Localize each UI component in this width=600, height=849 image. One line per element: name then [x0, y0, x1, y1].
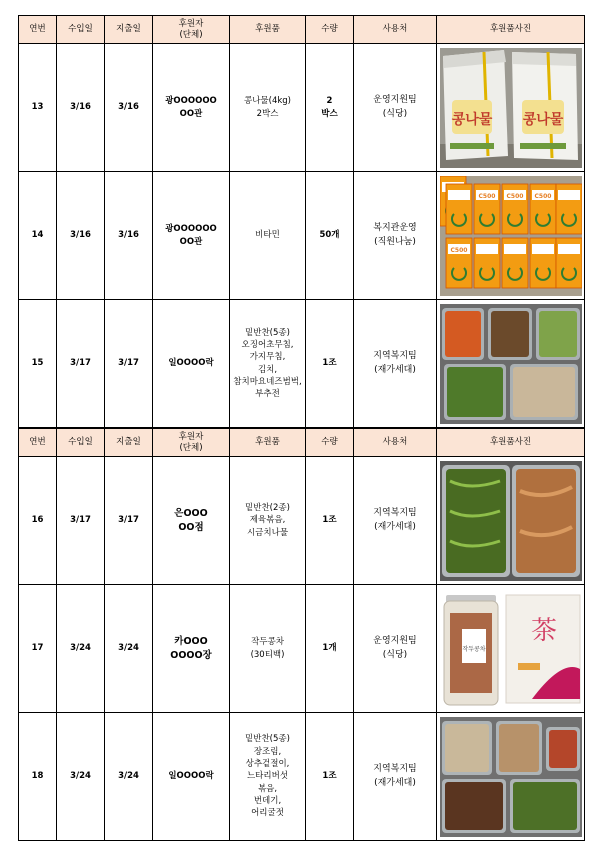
- cell-item: 밑반찬(5종) 오징어초무침, 가지무침, 김치, 참치마요네즈범벅, 부추전: [230, 300, 306, 428]
- cell-use: 운영지원팀 (식당): [354, 585, 437, 713]
- svg-text:콩나물: 콩나물: [522, 111, 563, 128]
- photo-side-dishes-5: [437, 304, 584, 424]
- cell-qty: 1조: [306, 300, 354, 428]
- cell-qty: 2 박스: [306, 44, 354, 172]
- header-row: [19, 429, 585, 457]
- header-received: 수입일: [57, 16, 105, 44]
- table-row: [19, 585, 585, 713]
- cell-spent: 3/17: [105, 457, 153, 585]
- header-donor: 후원자 (단체): [153, 429, 230, 457]
- header-photo: 후원품사진: [437, 16, 585, 44]
- cell-spent: 3/24: [105, 713, 153, 841]
- cell-no: 13: [19, 44, 57, 172]
- cell-donor: 카OOO OOOO장: [153, 585, 230, 713]
- cell-item: 작두콩차 (30티백): [230, 585, 306, 713]
- table-row: [19, 713, 585, 841]
- cell-received: 3/16: [57, 172, 105, 300]
- svg-text:C500: C500: [534, 192, 551, 200]
- cell-received: 3/24: [57, 713, 105, 841]
- cell-qty: 1조: [306, 457, 354, 585]
- svg-text:C500: C500: [450, 246, 467, 254]
- header-spent: 지출일: [105, 16, 153, 44]
- cell-no: 14: [19, 172, 57, 300]
- header-use: 사용처: [354, 429, 437, 457]
- photo-bean-sprout-boxes: [437, 48, 584, 168]
- cell-photo: [437, 300, 585, 428]
- header-qty: 수량: [306, 429, 354, 457]
- header-item: 후원품: [230, 429, 306, 457]
- cell-use: 운영지원팀 (식당): [354, 44, 437, 172]
- cell-item: 밑반찬(5종) 장조림, 상추겉절이, 느타리버섯 볶음, 번데기, 어리굴젓: [230, 713, 306, 841]
- cell-donor: 일OOOO락: [153, 713, 230, 841]
- header-spent: 지출일: [105, 429, 153, 457]
- photo-side-dishes-2: [437, 461, 584, 581]
- donation-table-1: [18, 15, 585, 428]
- cell-qty: 1개: [306, 585, 354, 713]
- cell-received: 3/24: [57, 585, 105, 713]
- cell-received: 3/17: [57, 457, 105, 585]
- cell-donor: 은OOO OO점: [153, 457, 230, 585]
- cell-qty: 1조: [306, 713, 354, 841]
- svg-text:콩나물: 콩나물: [451, 111, 492, 128]
- header-no: 연번: [19, 429, 57, 457]
- cell-received: 3/16: [57, 44, 105, 172]
- header-item: 후원품: [230, 16, 306, 44]
- tea-products-image: [440, 589, 582, 709]
- header-qty: 수량: [306, 16, 354, 44]
- header-donor: 후원자 (단체): [153, 16, 230, 44]
- cell-spent: 3/16: [105, 172, 153, 300]
- table-row: [19, 300, 585, 428]
- cell-spent: 3/17: [105, 300, 153, 428]
- cell-photo: [437, 172, 585, 300]
- cell-no: 17: [19, 585, 57, 713]
- cell-photo: [437, 713, 585, 841]
- cell-donor: 일OOOO락: [153, 300, 230, 428]
- header-photo: 후원품사진: [437, 429, 585, 457]
- photo-side-dishes-5b: [437, 717, 584, 837]
- cell-no: 16: [19, 457, 57, 585]
- cell-use: 지역복지팀 (재가세대): [354, 300, 437, 428]
- header-row: [19, 16, 585, 44]
- cell-spent: 3/24: [105, 585, 153, 713]
- cell-donor: 광OOOOOO OO관: [153, 44, 230, 172]
- cell-item: 비타민: [230, 172, 306, 300]
- vitamin-boxes-image: [440, 176, 582, 296]
- cell-no: 15: [19, 300, 57, 428]
- donation-table-2: [18, 428, 585, 841]
- cell-donor: 광OOOOOO OO관: [153, 172, 230, 300]
- bean-sprout-boxes-image: [440, 48, 582, 168]
- cell-use: 복지관운영 (직원나눔): [354, 172, 437, 300]
- cell-qty: 50개: [306, 172, 354, 300]
- cell-item: 밑반찬(2종) 제육볶음, 시금치나물: [230, 457, 306, 585]
- svg-text:茶: 茶: [530, 615, 557, 646]
- svg-text:작두콩차: 작두콩차: [461, 645, 486, 653]
- side-dishes-5b-image: [440, 717, 582, 837]
- cell-photo: [437, 457, 585, 585]
- cell-use: 지역복지팀 (재가세대): [354, 713, 437, 841]
- cell-use: 지역복지팀 (재가세대): [354, 457, 437, 585]
- cell-item: 콩나물(4kg) 2박스: [230, 44, 306, 172]
- table-row: [19, 44, 585, 172]
- svg-text:C500: C500: [478, 192, 495, 200]
- header-no: 연번: [19, 16, 57, 44]
- table-row: [19, 457, 585, 585]
- cell-spent: 3/16: [105, 44, 153, 172]
- side-dishes-2-image: [440, 461, 582, 581]
- photo-vitamin-boxes: [437, 176, 584, 296]
- svg-text:C500: C500: [506, 192, 523, 200]
- photo-tea-products: [437, 589, 584, 709]
- header-use: 사용처: [354, 16, 437, 44]
- cell-photo: [437, 585, 585, 713]
- header-received: 수입일: [57, 429, 105, 457]
- cell-no: 18: [19, 713, 57, 841]
- side-dishes-image: [440, 304, 582, 424]
- cell-photo: [437, 44, 585, 172]
- table-row: [19, 172, 585, 300]
- cell-received: 3/17: [57, 300, 105, 428]
